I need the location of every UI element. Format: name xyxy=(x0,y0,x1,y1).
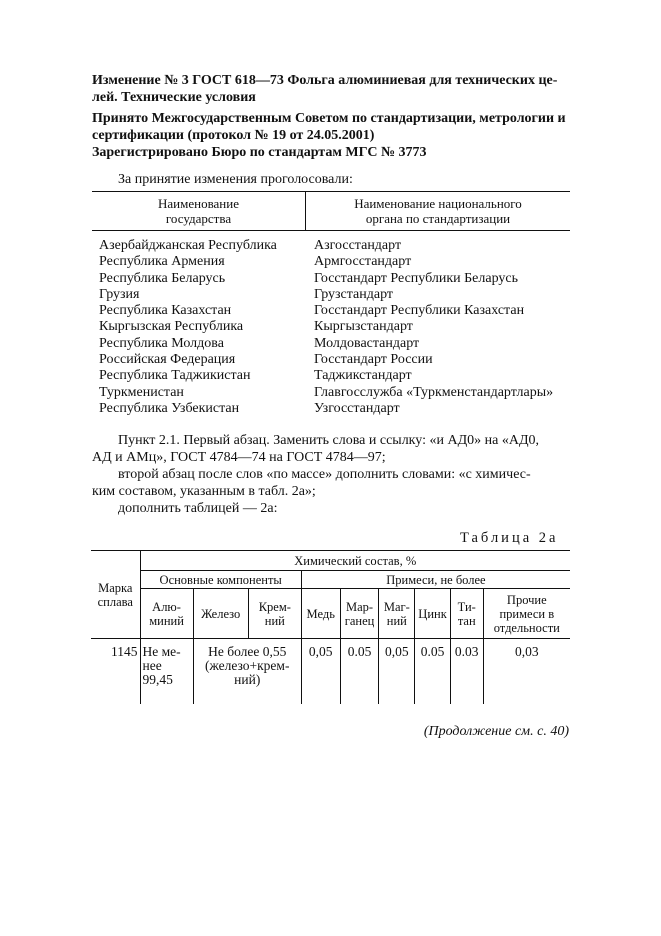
table-row xyxy=(91,639,570,705)
vote-orgs-list xyxy=(314,238,553,417)
col-titanium: Ти-тан xyxy=(450,589,483,639)
vote-state-item: Грузия xyxy=(99,286,140,302)
vote-org-item: Госстандарт России xyxy=(314,352,433,368)
p2-line-1: второй абзац после слов «по массе» дополнить словами: «с химичес- xyxy=(118,467,531,482)
vote-org-item: Таджикстандарт xyxy=(314,368,412,384)
col-chem-group: Химический состав, % xyxy=(140,551,570,571)
vote-org-item: Молдовастандарт xyxy=(314,335,420,351)
col-copper: Медь xyxy=(301,589,340,639)
vote-org-item: Грузстандарт xyxy=(314,286,394,302)
col-iron: Железо xyxy=(193,589,248,639)
change-title xyxy=(92,72,572,106)
adoption-info xyxy=(92,110,572,161)
vote-state-item: Республика Молдова xyxy=(99,335,224,351)
col-silicon: Крем-ний xyxy=(248,589,301,639)
p2-line-2: ким составом, указанным в табл. 2а»; xyxy=(92,484,316,499)
col-manganese: Мар-ганец xyxy=(340,589,379,639)
col-marka: Марка сплава xyxy=(91,551,140,639)
vote-col-state-header: Наименование государства xyxy=(158,196,239,226)
col-other-impurities: Прочие примеси в отдельности xyxy=(483,589,570,639)
cell-aluminium: Не ме-нее 99,45 xyxy=(140,639,193,705)
adopted-line-2: сертификации (протокол № 19 от 24.05.2001) xyxy=(92,128,375,143)
title-line-2: лей. Технические условия xyxy=(92,90,256,105)
cell-manganese: 0.05 xyxy=(340,639,379,705)
col-zinc: Цинк xyxy=(415,589,451,639)
col-magnesium: Маг-ний xyxy=(379,589,415,639)
vote-state-item: Азербайджанская Республика xyxy=(99,238,277,253)
vote-table-header-rule xyxy=(92,230,570,231)
registered-line: Зарегистрировано Бюро по стандартам МГС № 3773 xyxy=(92,145,427,160)
cell-titanium: 0.03 xyxy=(450,639,483,705)
vote-intro: За принятие изменения проголосовали: xyxy=(118,172,353,187)
table-2a-caption: Таблица 2а xyxy=(460,530,559,546)
continuation-note: (Продолжение см. с. 40) xyxy=(423,724,569,739)
title-line-1: Изменение № 3 ГОСТ 618—73 Фольга алюминиевая для технических це- xyxy=(92,73,558,88)
table-2a xyxy=(91,550,570,704)
vote-org-item: Армгосстандарт xyxy=(314,254,412,270)
cell-magnesium: 0,05 xyxy=(379,639,415,705)
vote-col-org-header: Наименование национального органа по стандартизации xyxy=(354,196,522,226)
vote-states-list xyxy=(99,238,277,417)
p3-line: дополнить таблицей — 2а: xyxy=(118,501,278,516)
vote-org-item: Азгосстандарт xyxy=(314,238,402,253)
col-main-components: Основные компоненты xyxy=(140,571,301,589)
amendment-text xyxy=(92,432,570,517)
vote-state-item: Республика Армения xyxy=(99,254,225,270)
p1-line-2: АД и АМц», ГОСТ 4784—74 на ГОСТ 4784—97; xyxy=(92,450,386,465)
vote-state-item: Республика Беларусь xyxy=(99,270,226,286)
vote-org-item: Узгосстандарт xyxy=(314,400,400,416)
vote-org-item: Кыргызстандарт xyxy=(314,319,413,335)
vote-org-item: Госстандарт Республики Казахстан xyxy=(314,303,525,319)
cell-copper: 0,05 xyxy=(301,639,340,705)
vote-org-item: Госстандарт Республики Беларусь xyxy=(314,270,519,286)
cell-marka: 1145 xyxy=(91,639,140,705)
vote-state-item: Республика Таджикистан xyxy=(99,368,251,384)
vote-table-top-rule xyxy=(92,191,570,192)
vote-state-item: Кыргызская Республика xyxy=(99,319,244,335)
col-aluminium: Алю-миний xyxy=(140,589,193,639)
vote-state-item: Российская Федерация xyxy=(99,352,236,368)
vote-state-item: Туркменистан xyxy=(99,384,184,400)
cell-iron-silicon: Не более 0,55 (железо+крем-ний) xyxy=(193,639,301,705)
vote-org-item: Главгосслужба «Туркменстандартлары» xyxy=(314,384,554,400)
col-impurities: Примеси, не более xyxy=(301,571,570,589)
cell-other-impurities: 0,03 xyxy=(483,639,570,705)
vote-state-item: Республика Казахстан xyxy=(99,303,232,319)
p1-line-1: Пункт 2.1. Первый абзац. Заменить слова и ссылку: «и АД0» на «АД0, xyxy=(118,433,540,448)
vote-state-item: Республика Узбекистан xyxy=(99,400,240,416)
adopted-line-1: Принято Межгосударственным Советом по стандартизации, метрологии и xyxy=(92,111,566,126)
cell-zinc: 0.05 xyxy=(415,639,451,705)
